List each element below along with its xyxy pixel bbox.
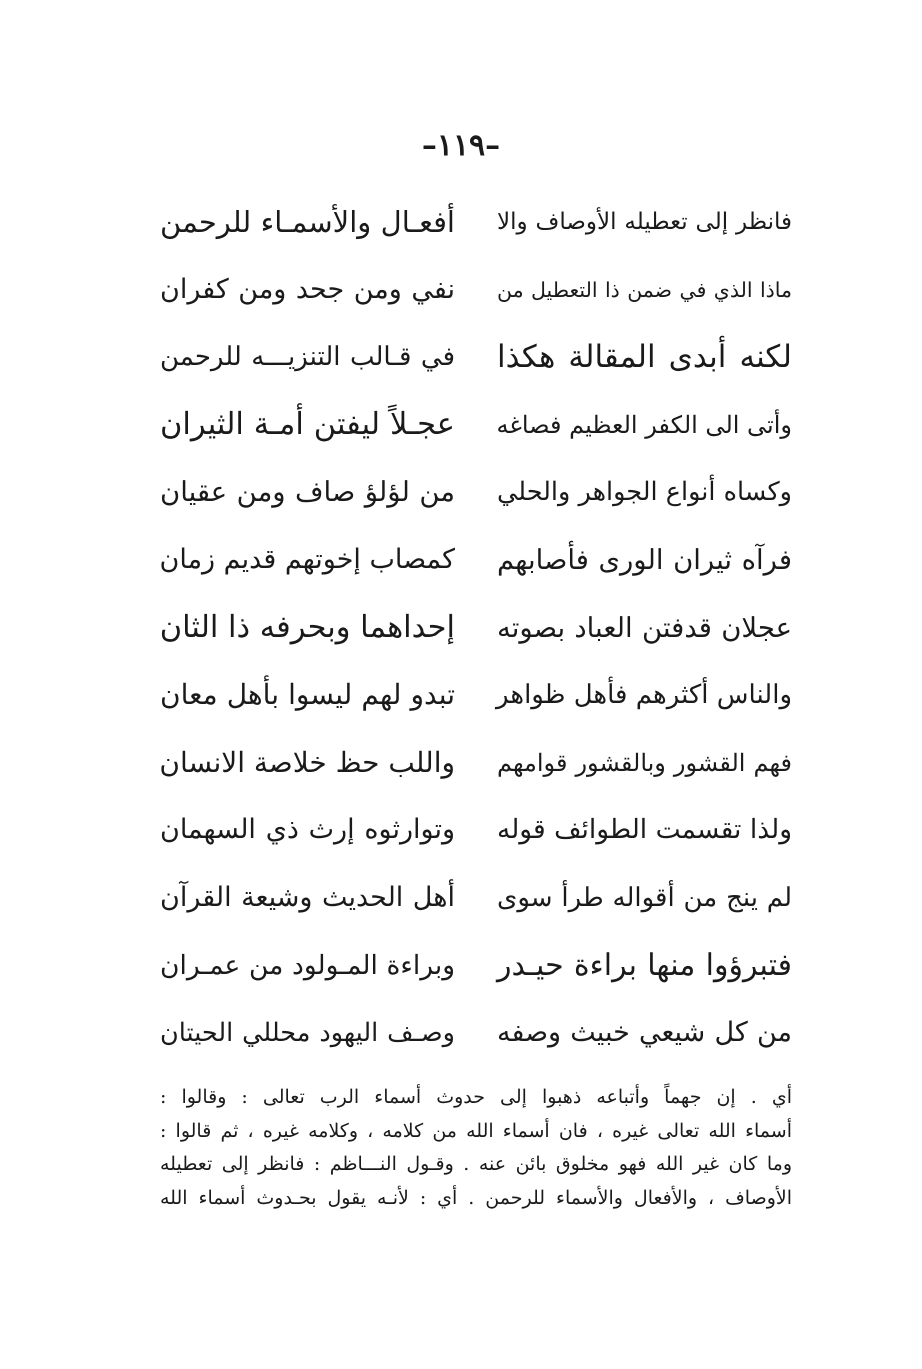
verse bbox=[160, 528, 792, 596]
verse-second-hemistich: وصـف اليهود محللي الحيتان bbox=[160, 1018, 455, 1049]
verse-first-hemistich: وأتى الى الكفر العظيم فصاغه bbox=[496, 410, 792, 439]
verse bbox=[160, 663, 792, 731]
verse-second-hemistich: أفعـال والأسمـاء للرحمن bbox=[160, 205, 455, 239]
verse-first-hemistich: ماذا الذي في ضمن ذا التعطيل من bbox=[497, 277, 792, 302]
verse bbox=[160, 866, 792, 934]
verse bbox=[160, 798, 792, 866]
verse-first-hemistich: فانظر إلى تعطيله الأوصاف والا bbox=[497, 209, 792, 235]
verse-second-hemistich: نفي ومن جحد ومن كفران bbox=[160, 273, 455, 305]
verse-second-hemistich: عجـلاً ليفتن أمـة الثيران bbox=[160, 406, 455, 442]
verse-second-hemistich: تبدو لهم ليسوا بأهل معان bbox=[160, 678, 455, 712]
verse bbox=[160, 596, 792, 664]
verse-first-hemistich: فرآه ثيران الورى فأصابهم bbox=[497, 543, 792, 576]
verse-first-hemistich: فهم القشور وبالقشور قوامهم bbox=[497, 748, 792, 777]
verse bbox=[160, 731, 792, 799]
verse bbox=[160, 393, 792, 461]
commentary-line: وما كان غير الله فهو مخلوق بائن عنه . وقـول النـــاظم : فانظر إلى تعطيله bbox=[160, 1153, 792, 1175]
verse-second-hemistich: من لؤلؤ صاف ومن عقيان bbox=[160, 476, 455, 509]
verse-first-hemistich: من كل شيعي خبيث وصفه bbox=[497, 1017, 792, 1049]
verse-second-hemistich: أهل الحديث وشيعة القرآن bbox=[160, 881, 455, 913]
verse bbox=[160, 325, 792, 393]
verse-second-hemistich: واللب حظ خلاصة الانسان bbox=[159, 745, 455, 779]
page-number: –١١٩– bbox=[421, 128, 501, 163]
verse-first-hemistich: فتبرؤوا منها براءة حيـدر bbox=[497, 947, 792, 983]
verse-second-hemistich: كمصاب إخوتهم قديم زمان bbox=[159, 543, 455, 575]
verse-first-hemistich: ولذا تقسمت الطوائف قوله bbox=[497, 814, 792, 846]
verse-second-hemistich: في قـالب التنزيـــه للرحمن bbox=[160, 342, 455, 373]
verse bbox=[160, 1001, 792, 1069]
poem bbox=[160, 190, 792, 1069]
verse-first-hemistich: والناس أكثرهم فأهل ظواهر bbox=[496, 680, 792, 711]
verse-second-hemistich: إحداهما وبحرفه ذا الثان bbox=[159, 609, 455, 645]
verse bbox=[160, 460, 792, 528]
verse-first-hemistich: عجلان قدفتن العباد بصوته bbox=[497, 611, 792, 644]
commentary-line: الأوصاف ، والأفعال والأسماء للرحمن . أي : لأنـه يقول بحـدوث أسماء الله bbox=[160, 1186, 792, 1209]
verse bbox=[160, 258, 792, 326]
verse-first-hemistich: لم ينج من أقواله طرأ سوى bbox=[497, 882, 792, 913]
verse-second-hemistich: وتوارثوه إرث ذي السهمان bbox=[160, 814, 455, 846]
verse-first-hemistich: لكنه أبدى المقالة هكذا bbox=[497, 339, 792, 376]
verse bbox=[160, 190, 792, 258]
verse bbox=[160, 934, 792, 1002]
commentary-line: أي . إن جهماً وأتباعه ذهبوا إلى حدوث أسماء الرب تعالى : وقالوا : bbox=[160, 1086, 792, 1108]
verse-second-hemistich: وبراءة المـولود من عمـران bbox=[160, 949, 455, 981]
commentary-line: أسماء الله تعالى غيره ، فان أسماء الله من كلامه ، وكلامه غيره ، ثم قالوا : bbox=[160, 1119, 792, 1142]
commentary bbox=[160, 1081, 792, 1215]
verse-first-hemistich: وكساه أنواع الجواهر والحلي bbox=[497, 477, 792, 508]
